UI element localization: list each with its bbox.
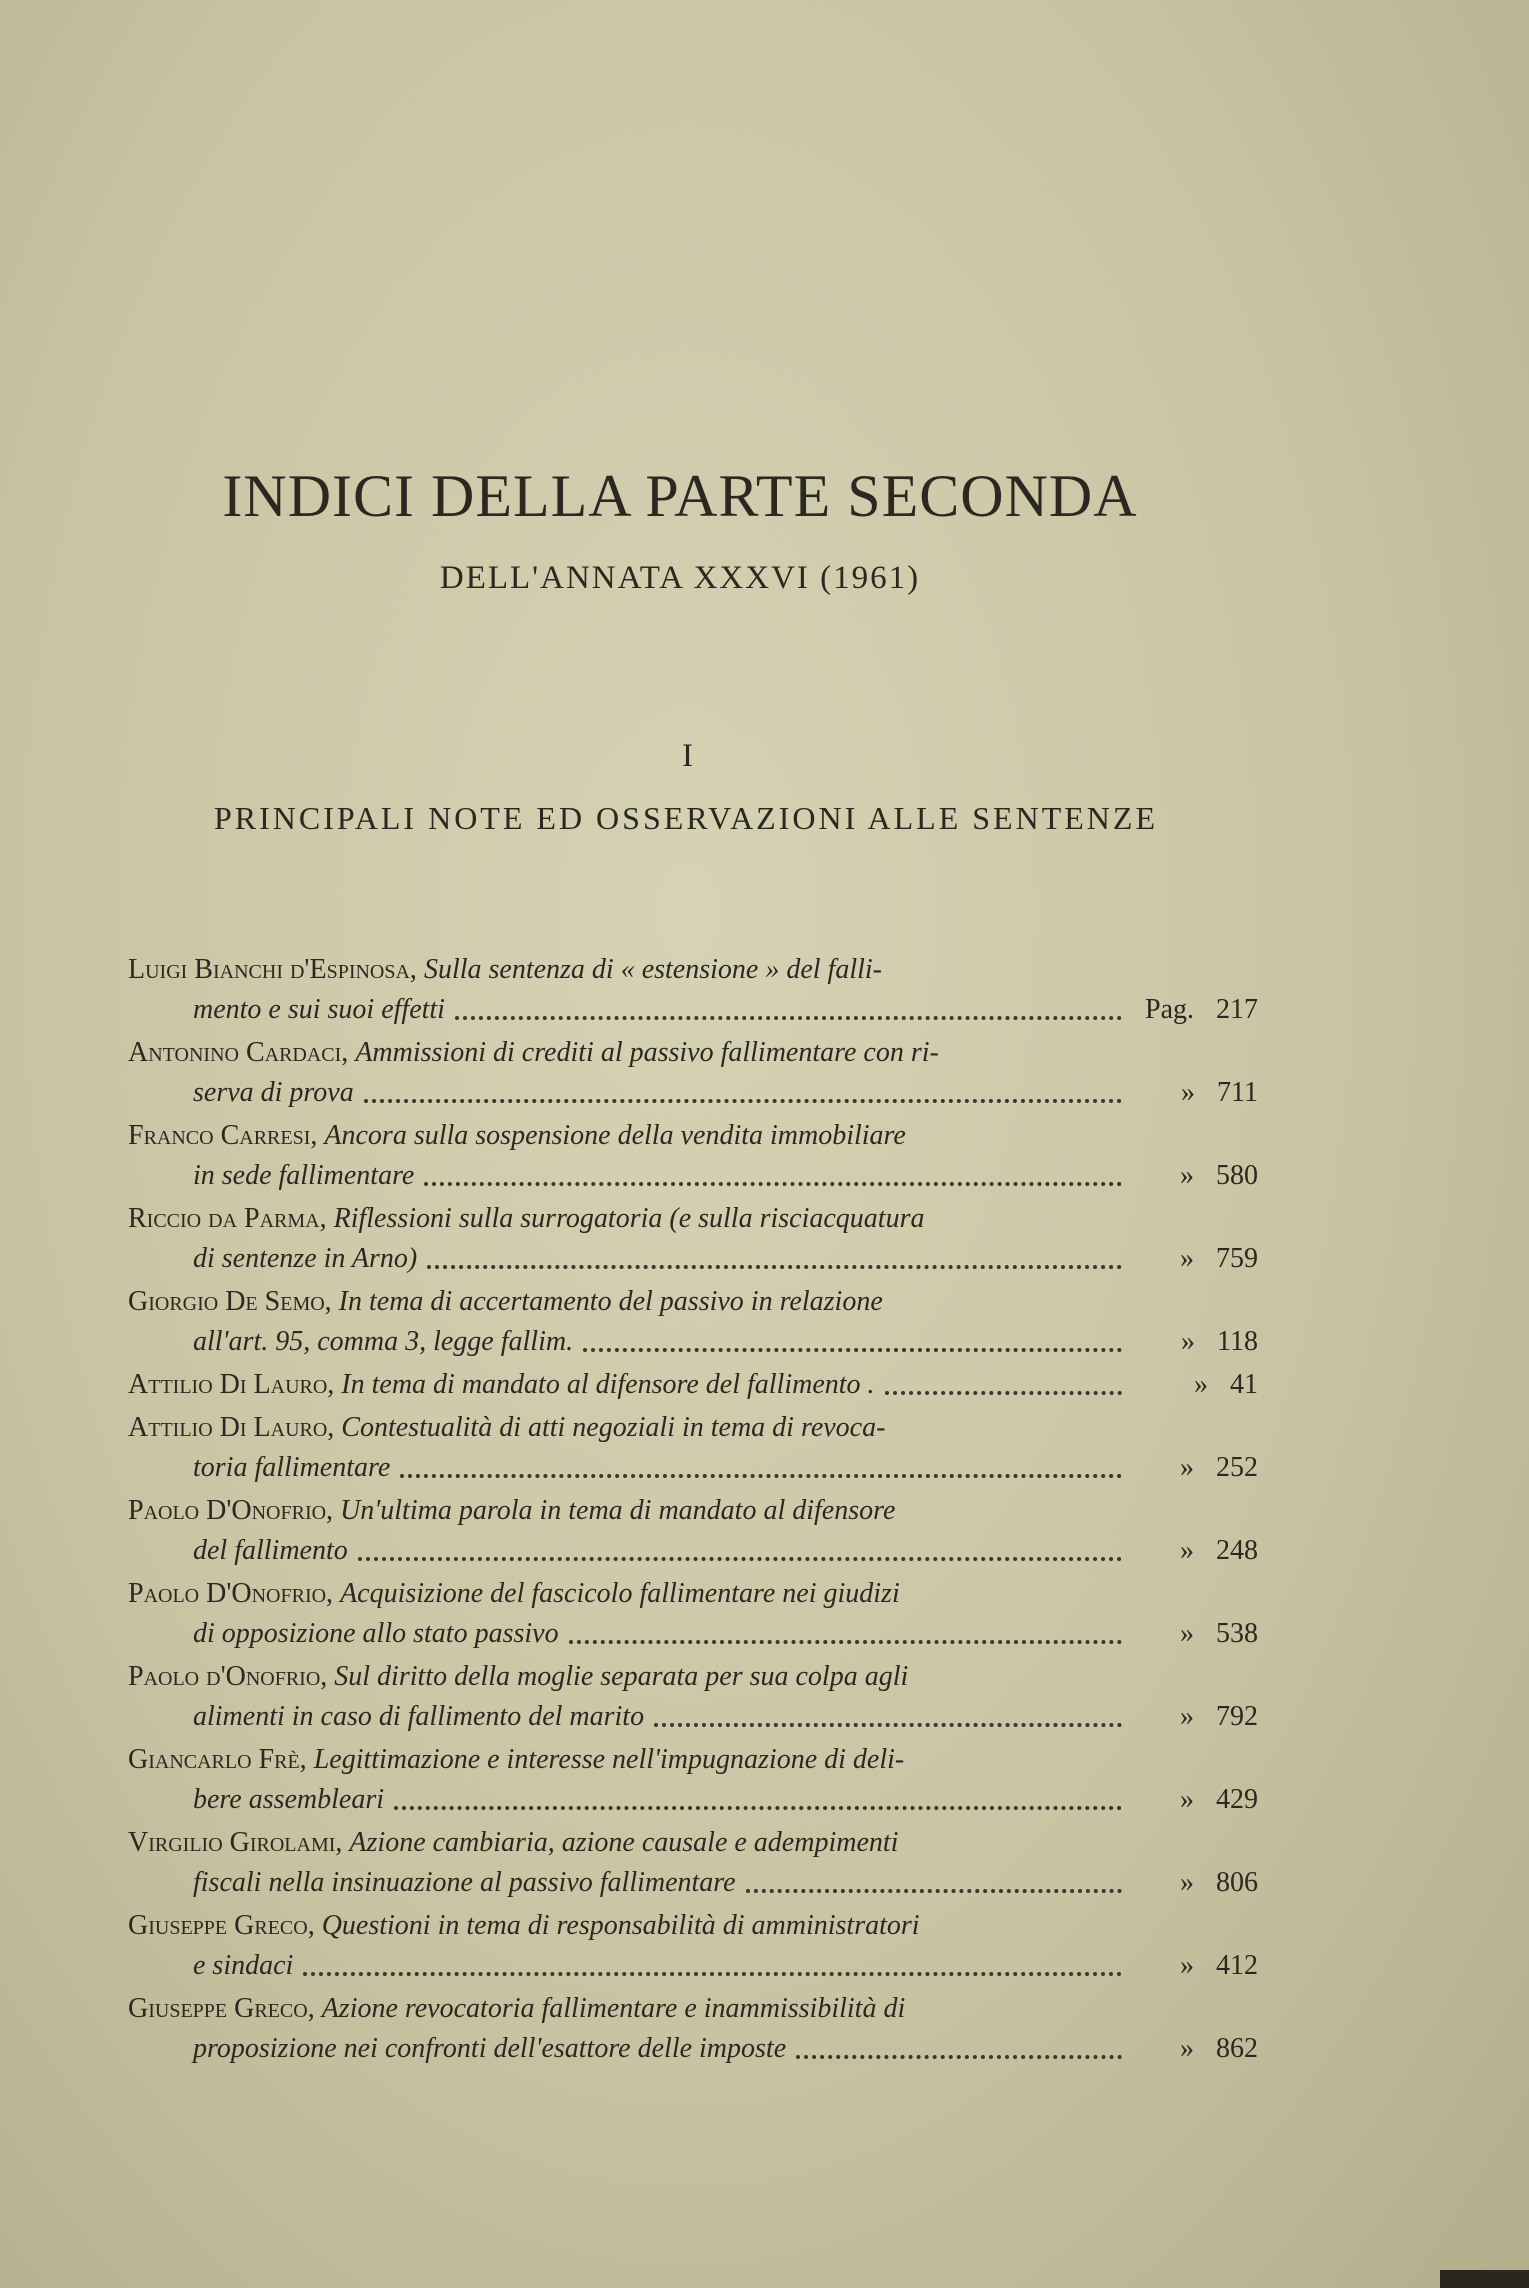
leader-dots xyxy=(569,1640,1122,1644)
page-number: 429 xyxy=(1216,1784,1258,1815)
page-prefix: » xyxy=(1180,1950,1194,1981)
index-entry xyxy=(128,1282,1258,1362)
entry-text xyxy=(128,1365,1128,1405)
entry-title: In tema di accertamento del passivo in relazione xyxy=(338,1286,883,1317)
entry-author: Riccio da Parma, xyxy=(128,1203,327,1234)
entry-title-continued: serva di prova xyxy=(193,1077,354,1108)
section-number: I xyxy=(682,738,693,774)
index-entry xyxy=(128,1199,1258,1279)
leader-dots xyxy=(394,1806,1122,1810)
entry-title-continued: e sindaci xyxy=(193,1950,294,1981)
entry-author: Virgilio Girolami, xyxy=(128,1827,343,1858)
entry-text xyxy=(128,1657,1128,1737)
entry-page-ref xyxy=(1128,1282,1258,1362)
entry-title-continued: proposizione nei confronti dell'esattore delle imposte xyxy=(193,2033,787,2064)
entry-title-continued: di opposizione allo stato passivo xyxy=(193,1618,559,1649)
page-prefix: » xyxy=(1180,1784,1194,1815)
entry-title: Sul diritto della moglie separata per sua colpa agli xyxy=(334,1661,909,1692)
page-number: 759 xyxy=(1216,1243,1258,1274)
entry-text xyxy=(128,1491,1128,1571)
page-title: INDICI DELLA PARTE SECONDA xyxy=(222,463,1138,529)
entry-author: Antonino Cardaci, xyxy=(128,1037,349,1068)
index-entry xyxy=(128,1989,1258,2069)
entry-title: Questioni in tema di responsabilità di amministratori xyxy=(321,1910,920,1941)
entry-title-continued: mento e sui suoi effetti xyxy=(193,994,445,1025)
entry-title-continued: bere assembleari xyxy=(193,1784,385,1815)
entry-author: Giorgio De Semo, xyxy=(128,1286,332,1317)
entry-title: Azione revocatoria fallimentare e inammissibilità di xyxy=(321,1993,906,2024)
entry-title: In tema di mandato al difensore del fallimento . xyxy=(341,1369,875,1400)
page-number: 862 xyxy=(1216,2033,1258,2064)
entry-title: Un'ultima parola in tema di mandato al difensore xyxy=(340,1495,896,1526)
entry-page-ref xyxy=(1128,1989,1258,2069)
entry-page-ref xyxy=(1128,1740,1258,1820)
entry-page-ref xyxy=(1128,1574,1258,1654)
leader-dots xyxy=(358,1557,1122,1561)
entry-title: Ancora sulla sospensione della vendita immobiliare xyxy=(324,1120,906,1151)
entry-title-continued: fiscali nella insinuazione al passivo fallimentare xyxy=(193,1867,736,1898)
entry-page-ref xyxy=(1128,1491,1258,1571)
entry-title-continued: alimenti in caso di fallimento del marito xyxy=(193,1701,645,1732)
entry-title-continued: in sede fallimentare xyxy=(193,1160,415,1191)
entry-author: Luigi Bianchi d'Espinosa, xyxy=(128,954,417,985)
entry-text xyxy=(128,1989,1128,2069)
index-entry xyxy=(128,1365,1258,1405)
entry-author: Paolo D'Onofrio, xyxy=(128,1495,334,1526)
page-number: 806 xyxy=(1216,1867,1258,1898)
entry-page-ref xyxy=(1128,1823,1258,1903)
entry-text xyxy=(128,1906,1128,1986)
page-prefix: » xyxy=(1180,1160,1194,1191)
leader-dots xyxy=(303,1972,1122,1976)
entry-author: Attilio Di Lauro, xyxy=(128,1369,335,1400)
entry-page-ref xyxy=(1128,1906,1258,1986)
leader-dots xyxy=(583,1348,1122,1352)
index-entry xyxy=(128,950,1258,1030)
entry-title: Azione cambiaria, azione causale e adempimenti xyxy=(349,1827,899,1858)
index-entry xyxy=(128,1906,1258,1986)
entry-author: Paolo D'Onofrio, xyxy=(128,1578,334,1609)
page-prefix: » xyxy=(1181,1077,1196,1108)
page-number: 711 xyxy=(1217,1077,1258,1108)
leader-dots xyxy=(796,2055,1122,2059)
page-number: 580 xyxy=(1216,1160,1258,1191)
entry-author: Attilio Di Lauro, xyxy=(128,1412,335,1443)
entry-title: Sulla sentenza di « estensione » del falli- xyxy=(423,954,882,985)
page-prefix: » xyxy=(1180,2033,1194,2064)
index-entry xyxy=(128,1740,1258,1820)
entry-text xyxy=(128,1823,1128,1903)
leader-dots xyxy=(364,1099,1122,1103)
index-entry xyxy=(128,1116,1258,1196)
index-entry xyxy=(128,1657,1258,1737)
entry-text xyxy=(128,1574,1128,1654)
page-number: 217 xyxy=(1216,994,1258,1025)
entry-text xyxy=(128,950,1128,1030)
entry-author: Paolo d'Onofrio, xyxy=(128,1661,328,1692)
page-number: 792 xyxy=(1216,1701,1258,1732)
index-entry xyxy=(128,1033,1258,1113)
entry-author: Giancarlo Frè, xyxy=(128,1744,307,1775)
entry-title: Contestualità di atti negoziali in tema di revoca- xyxy=(341,1412,886,1443)
entry-author: Giuseppe Greco, xyxy=(128,1993,315,2024)
index-entry xyxy=(128,1574,1258,1654)
index-entries xyxy=(128,950,1258,2072)
page-number: 538 xyxy=(1216,1618,1258,1649)
entry-page-ref xyxy=(1128,950,1258,1030)
page-prefix: » xyxy=(1180,1243,1194,1274)
leader-dots xyxy=(746,1889,1122,1893)
entry-page-ref xyxy=(1128,1365,1258,1405)
leader-dots xyxy=(400,1474,1122,1478)
leader-dots xyxy=(654,1723,1122,1727)
entry-title-continued: del fallimento xyxy=(193,1535,348,1566)
leader-dots xyxy=(455,1016,1122,1020)
entry-text xyxy=(128,1408,1128,1488)
page-number: 412 xyxy=(1216,1950,1258,1981)
entry-title-continued: toria fallimentare xyxy=(193,1452,391,1483)
index-entry xyxy=(128,1823,1258,1903)
leader-dots xyxy=(424,1182,1122,1186)
page-prefix: » xyxy=(1181,1326,1196,1357)
page-prefix: » xyxy=(1194,1369,1208,1400)
section-title: PRINCIPALI NOTE ED OSSERVAZIONI ALLE SENTENZE xyxy=(214,800,1158,836)
entry-author: Giuseppe Greco, xyxy=(128,1910,315,1941)
entry-page-ref xyxy=(1128,1033,1258,1113)
page-subtitle: DELL'ANNATA XXXVI (1961) xyxy=(439,560,921,596)
entry-title: Riflessioni sulla surrogatoria (e sulla risciacquatura xyxy=(333,1203,925,1234)
entry-title: Ammissioni di crediti al passivo fallimentare con ri- xyxy=(355,1037,939,1068)
entry-title-continued: all'art. 95, comma 3, legge fallim. xyxy=(193,1326,574,1357)
page-prefix: » xyxy=(1180,1535,1194,1566)
page-number: 248 xyxy=(1216,1535,1258,1566)
entry-text xyxy=(128,1033,1128,1113)
page-edge-shadow xyxy=(1440,2270,1529,2288)
entry-page-ref xyxy=(1128,1116,1258,1196)
leader-dots xyxy=(885,1391,1122,1395)
index-entry xyxy=(128,1408,1258,1488)
page-prefix: » xyxy=(1180,1452,1194,1483)
entry-title-continued: di sentenze in Arno) xyxy=(193,1243,418,1274)
entry-title: Legittimazione e interesse nell'impugnazione di deli- xyxy=(313,1744,905,1775)
entry-title: Acquisizione del fascicolo fallimentare nei giudizi xyxy=(340,1578,900,1609)
entry-text xyxy=(128,1282,1128,1362)
entry-author: Franco Carresi, xyxy=(128,1120,318,1151)
page-number: 252 xyxy=(1216,1452,1258,1483)
page-prefix: » xyxy=(1180,1701,1194,1732)
entry-text xyxy=(128,1199,1128,1279)
page-prefix: » xyxy=(1180,1618,1194,1649)
entry-page-ref xyxy=(1128,1408,1258,1488)
page-number: 41 xyxy=(1230,1369,1258,1400)
entry-page-ref xyxy=(1128,1199,1258,1279)
entry-page-ref xyxy=(1128,1657,1258,1737)
entry-text xyxy=(128,1740,1128,1820)
page-prefix: » xyxy=(1180,1867,1194,1898)
entry-text xyxy=(128,1116,1128,1196)
page-number: 118 xyxy=(1217,1326,1258,1357)
index-entry xyxy=(128,1491,1258,1571)
page-prefix: Pag. xyxy=(1145,994,1194,1025)
leader-dots xyxy=(427,1265,1122,1269)
